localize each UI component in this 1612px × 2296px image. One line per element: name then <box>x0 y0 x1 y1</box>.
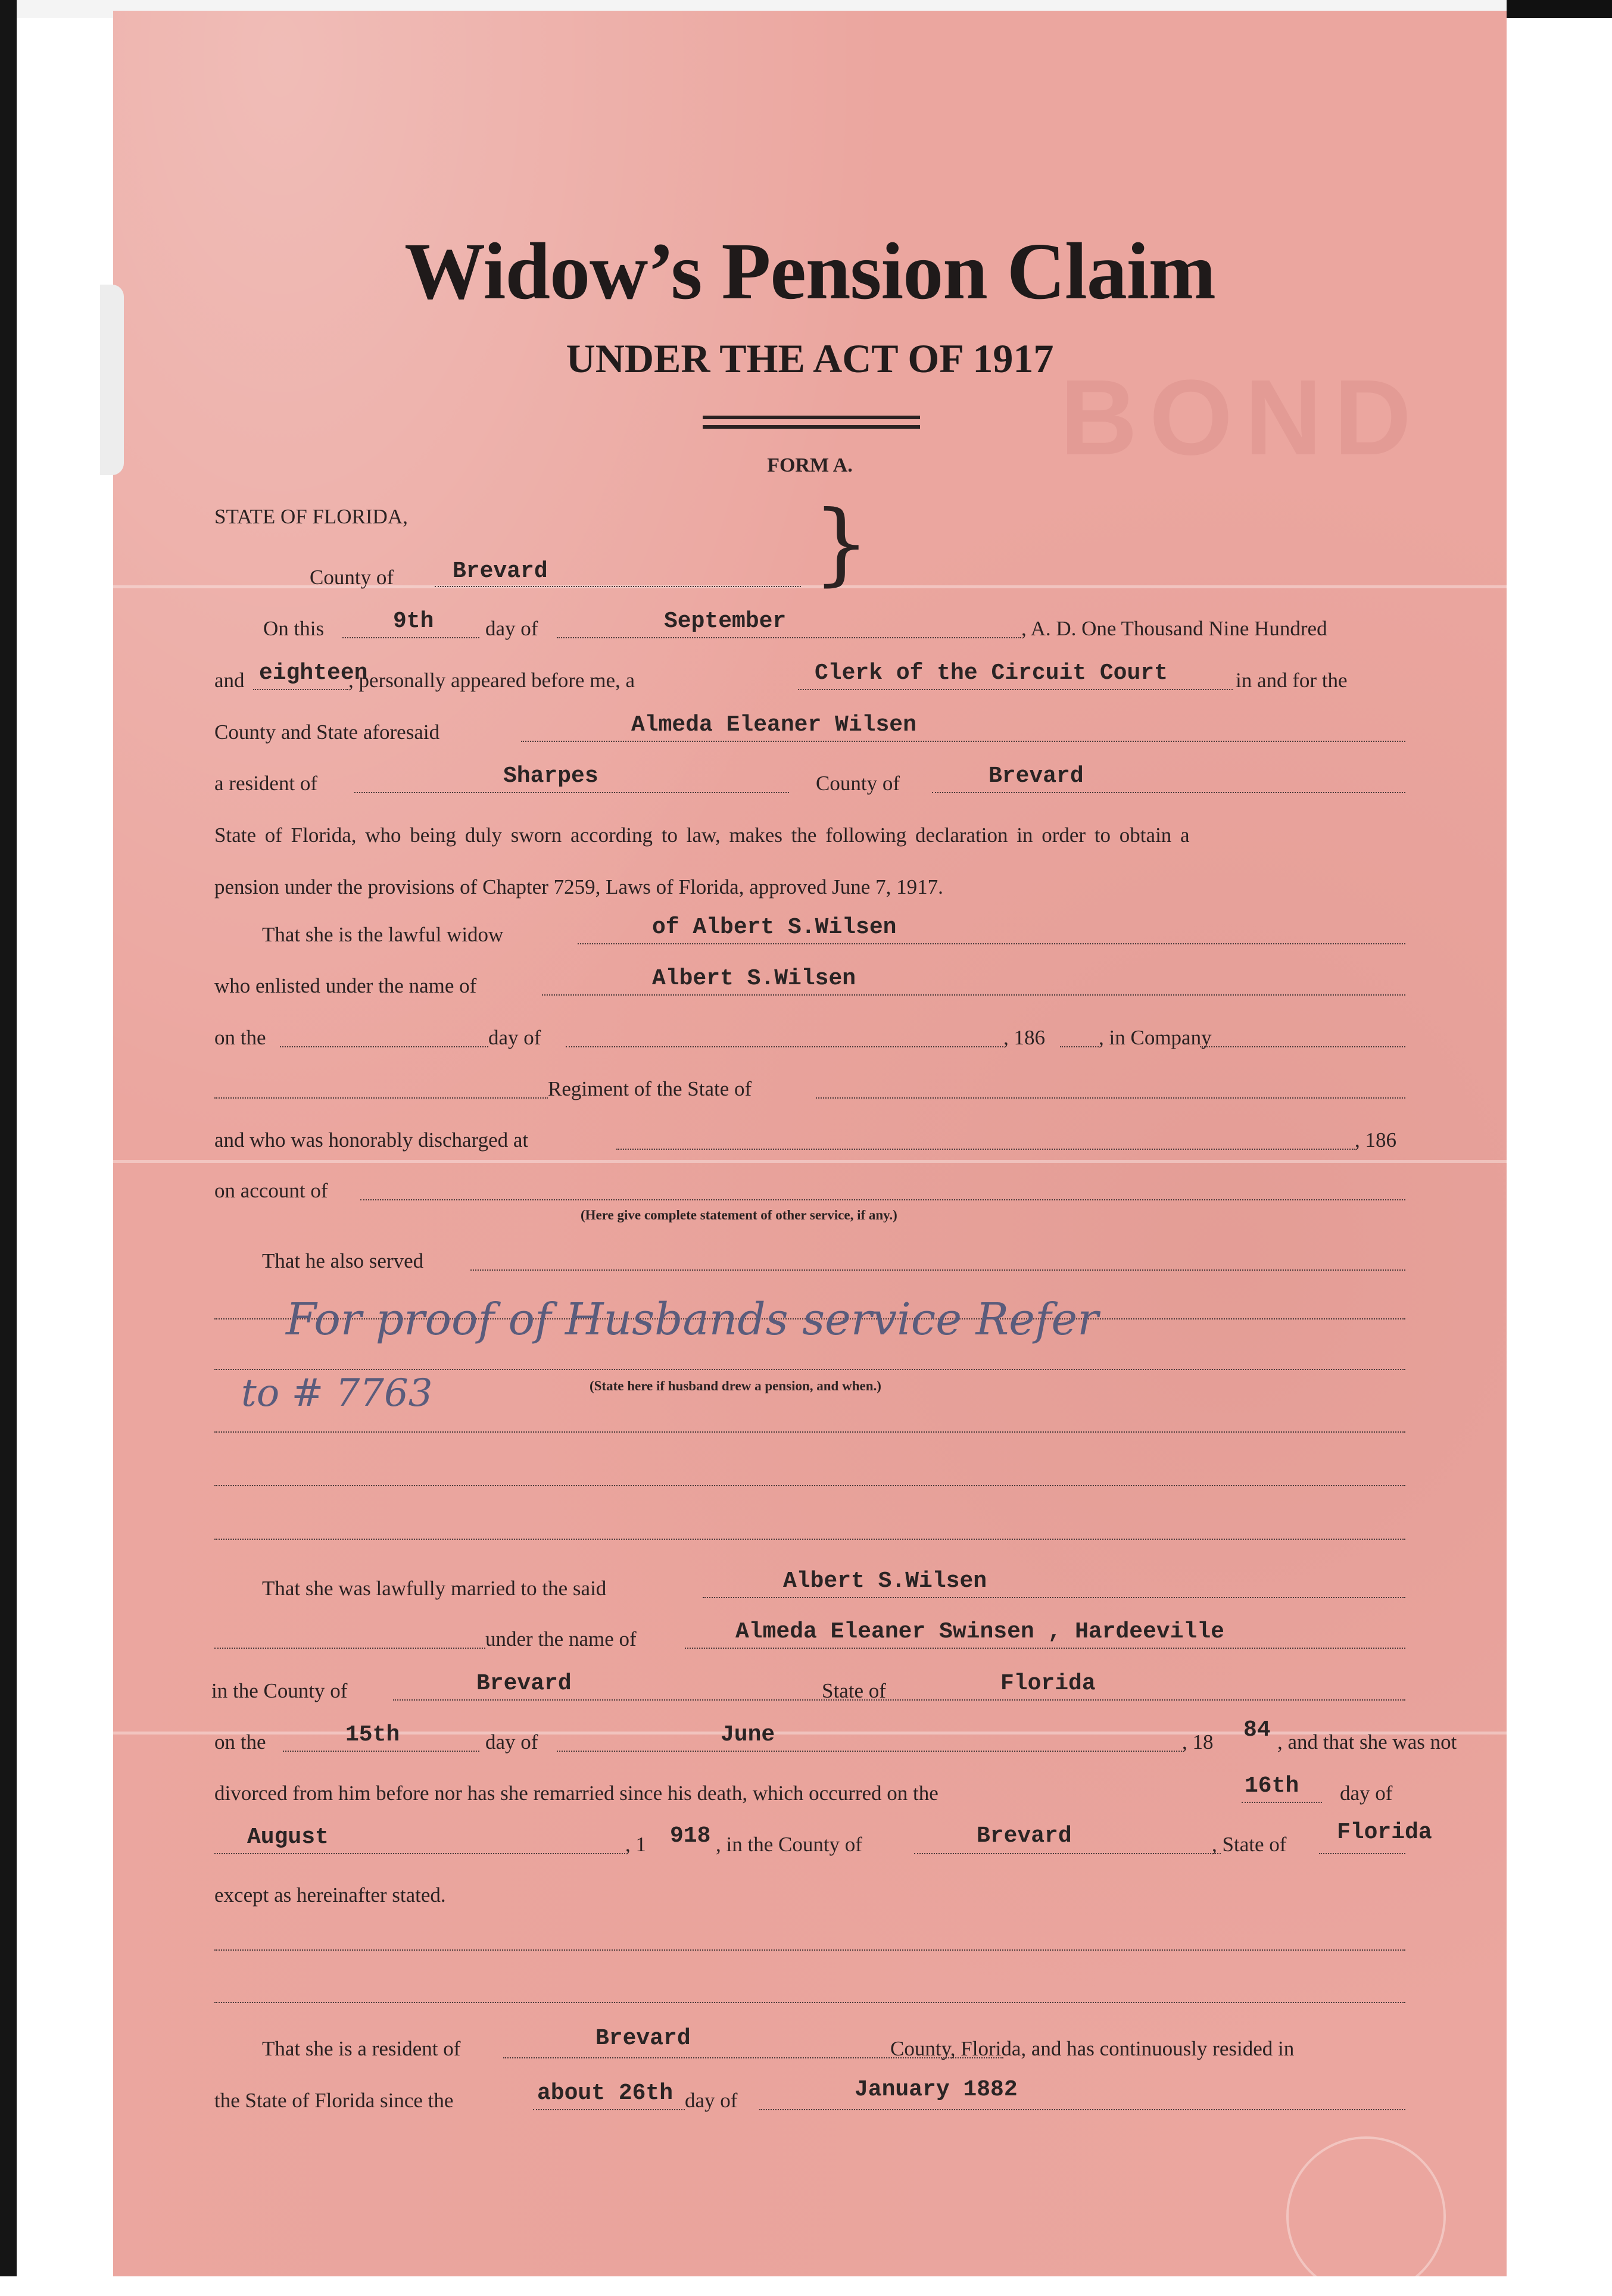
resident-of-label: a resident of <box>214 772 317 795</box>
marriage-day: 15th <box>345 1722 400 1748</box>
except-blank-line <box>214 1922 1405 1951</box>
day-value: 9th <box>393 609 434 634</box>
on-this-label: On this <box>263 617 325 640</box>
except-text: except as hereinafter stated. <box>214 1883 446 1907</box>
also-served-field <box>470 1242 1405 1271</box>
under-name-label: under the name of <box>485 1627 637 1651</box>
marriage-month-field <box>557 1723 1182 1752</box>
pension-law-text: pension under the provisions of Chapter 7259, Laws of Florida, approved June 7, 1917. <box>214 875 943 899</box>
on-account-field <box>360 1172 1405 1200</box>
state-of-label: State of <box>822 1679 886 1702</box>
state-heading: STATE OF FLORIDA, <box>214 505 408 528</box>
day-of-label: day of <box>685 2089 738 2112</box>
resident-county: Brevard <box>595 2026 691 2051</box>
discharge-place-field <box>616 1121 1355 1150</box>
marriage-month: June <box>721 1722 775 1748</box>
county-of-label: , in the County of <box>716 1833 862 1856</box>
married-husband: Albert S.Wilsen <box>783 1568 987 1594</box>
death-county: Brevard <box>977 1823 1072 1849</box>
county-state-label: County and State aforesaid <box>214 720 440 744</box>
scan-margin-left <box>0 0 17 2276</box>
appeared-text: , personally appeared before me, a <box>348 669 635 692</box>
county-value: Brevard <box>453 559 548 584</box>
day-of-label: day of <box>485 1730 538 1754</box>
resident-label: That she is a resident of <box>262 2037 461 2060</box>
on-account-label: on account of <box>214 1179 328 1202</box>
brace-icon: } <box>813 492 870 595</box>
year-value: eighteen <box>259 660 368 686</box>
handwritten-reference: to # 7763 <box>241 1371 433 1415</box>
widow-label: That she is the lawful widow <box>262 923 504 946</box>
except-blank-line <box>214 1974 1405 2003</box>
marriage-state: Florida <box>1000 1671 1096 1696</box>
in-for-text: in and for the <box>1236 669 1348 692</box>
ad-text: , A. D. One Thousand Nine Hundred <box>1021 617 1327 640</box>
maiden-name: Almeda Eleaner Swinsen , Hardeeville <box>735 1619 1224 1645</box>
residence-value: Sharpes <box>503 763 598 789</box>
county-label: County of <box>310 566 394 589</box>
death-day: 16th <box>1245 1773 1299 1799</box>
enlisted-label: who enlisted under the name of <box>214 974 477 997</box>
bleed-through-mark: BOND <box>1060 358 1423 478</box>
married-label: That she was lawfully married to the said <box>262 1577 607 1600</box>
marriage-county: Brevard <box>476 1671 572 1696</box>
death-state: Florida <box>1337 1820 1432 1845</box>
title-rule <box>703 416 920 419</box>
marriage-state-field <box>917 1672 1405 1701</box>
enlist-month-field <box>566 1019 1003 1047</box>
discharge-year-label: , 186 <box>1355 1128 1396 1152</box>
also-served-label: That he also served <box>262 1249 424 1272</box>
marriage-blank <box>214 1620 485 1649</box>
year-prefix: , 18 <box>1182 1730 1214 1754</box>
on-the-label: on the <box>214 1730 266 1754</box>
day-of-label: day of <box>1340 1782 1393 1805</box>
marriage-year: 84 <box>1243 1717 1271 1743</box>
on-the-label: on the <box>214 1026 266 1049</box>
death-year: 918 <box>670 1823 711 1849</box>
company-label: , in Company <box>1099 1026 1212 1049</box>
other-service-note: (Here give complete statement of other service, if any.) <box>581 1208 897 1222</box>
pension-note: (State here if husband drew a pension, and when.) <box>590 1378 881 1393</box>
title-rule <box>703 425 920 429</box>
state-of-label: , State of <box>1212 1833 1287 1856</box>
since-label: the State of Florida since the <box>214 2089 454 2112</box>
official-value: Clerk of the Circuit Court <box>815 660 1168 686</box>
service-blank-line <box>214 1511 1405 1540</box>
document-title: Widow’s Pension Claim <box>404 227 1215 316</box>
day-of-label: day of <box>485 617 538 640</box>
not-divorced-text: , and that she was not <box>1277 1730 1457 1754</box>
husband-name: of Albert S.Wilsen <box>652 915 897 940</box>
service-blank-line <box>214 1342 1405 1370</box>
death-month: August <box>247 1824 329 1850</box>
month-field <box>557 610 1021 638</box>
pension-form-page <box>113 11 1507 2276</box>
enlist-year-field <box>1060 1019 1099 1047</box>
company-field <box>1200 1019 1405 1047</box>
county-of-label: County of <box>816 772 900 795</box>
year-186-label: , 186 <box>1003 1026 1045 1049</box>
discharge-year-field <box>1402 1121 1403 1149</box>
regiment-state-field <box>816 1070 1405 1099</box>
sworn-text: State of Florida, who being duly sworn according to law, makes the following declaration in order to obtain a <box>214 823 1190 847</box>
day-of-label: day of <box>488 1026 541 1049</box>
death-text: divorced from him before nor has she remarried since his death, which occurred on the <box>214 1782 938 1805</box>
enlisted-name: Albert S.Wilsen <box>652 966 856 991</box>
year-prefix-2: , 1 <box>625 1833 646 1856</box>
in-county-label: in the County of <box>211 1679 348 1702</box>
fold-line <box>113 1160 1507 1163</box>
embossed-seal <box>1286 2136 1446 2296</box>
since-day: about 26th <box>537 2080 674 2106</box>
regiment-label: Regiment of the State of <box>548 1077 752 1100</box>
enlist-day-field <box>280 1019 488 1047</box>
form-label: FORM A. <box>767 454 853 476</box>
month-value: September <box>664 609 787 634</box>
handwritten-note: For proof of Husbands service Refer <box>286 1294 1099 1345</box>
since-date: January 1882 <box>855 2077 1018 2102</box>
county-florida-text: County, Florida, and has continuously resided in <box>890 2037 1295 2060</box>
residence-county-value: Brevard <box>989 763 1084 789</box>
service-blank-line <box>214 1458 1405 1486</box>
discharged-label: and who was honorably discharged at <box>214 1128 529 1152</box>
claimant-name: Almeda Eleaner Wilsen <box>631 712 916 738</box>
document-subtitle: UNDER THE ACT OF 1917 <box>566 336 1054 381</box>
service-blank-line <box>214 1404 1405 1433</box>
and-label: and <box>214 669 245 692</box>
scan-margin-corner <box>1507 0 1612 18</box>
regiment-field <box>214 1070 548 1099</box>
